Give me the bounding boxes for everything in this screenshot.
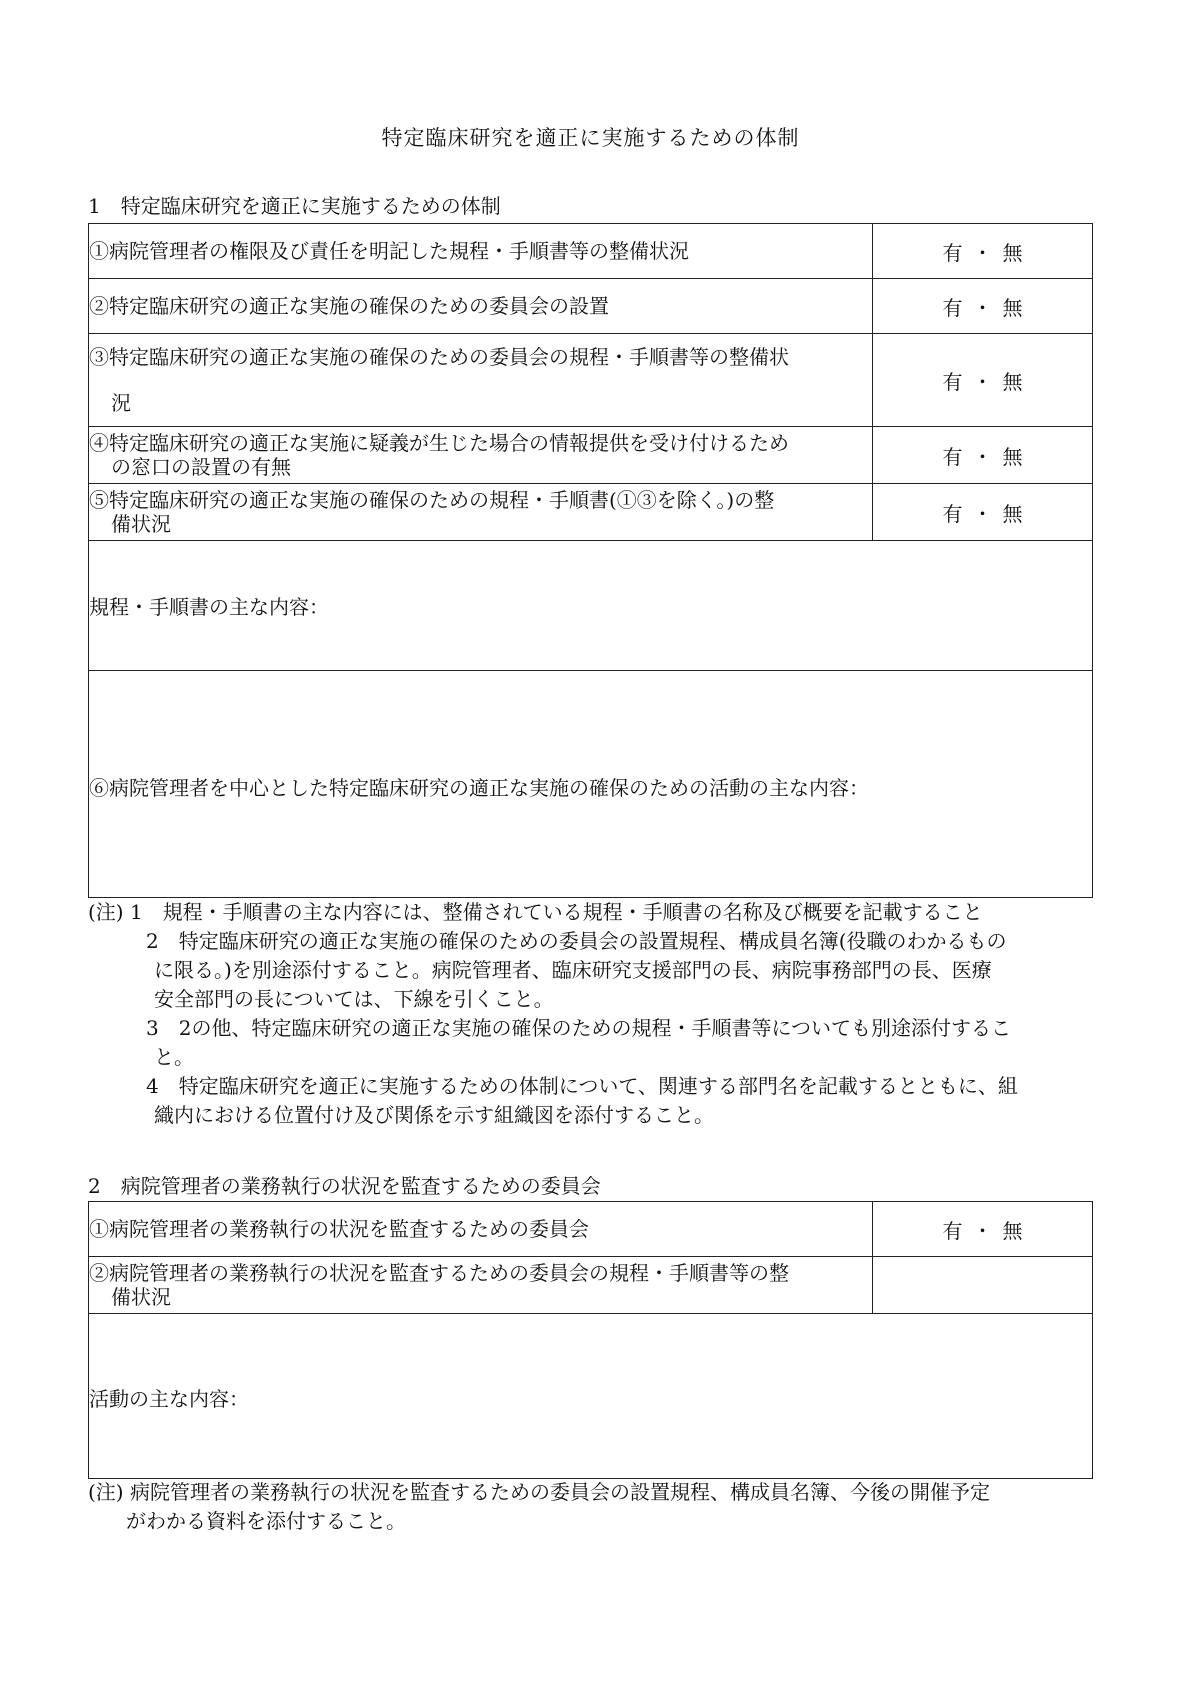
table-row: [89, 541, 1093, 671]
item-label-cont: 備状況: [111, 512, 171, 536]
separator: ・: [972, 1218, 993, 1243]
item-cell: [89, 427, 873, 484]
item-label: ⑤特定臨床研究の適正な実施の確保のための規程・手順書(①③を除く。)の整: [89, 488, 775, 512]
empty-choice-cell[interactable]: [873, 1257, 1093, 1314]
yes-option[interactable]: 有: [942, 1218, 963, 1243]
yes-no-choice[interactable]: [873, 334, 1093, 427]
activity-label: ⑥病院管理者を中心とした特定臨床研究の適正な実施の確保のための活動の主な内容：: [89, 775, 869, 800]
yes-option[interactable]: 有: [942, 444, 963, 469]
item-cell: [89, 1257, 873, 1314]
table-row: [89, 334, 1093, 427]
item-cell: [89, 279, 873, 334]
item-label-cont: の窓口の設置の有無: [111, 455, 291, 479]
section2-table: [88, 1201, 1093, 1479]
yes-no-choice[interactable]: [873, 484, 1093, 541]
contents-label: 規程・手順書の主な内容：: [89, 595, 329, 619]
yes-option[interactable]: 有: [942, 369, 963, 394]
yes-no-choice[interactable]: [873, 224, 1093, 279]
separator: ・: [972, 240, 993, 265]
yes-no-choice[interactable]: [873, 427, 1093, 484]
item-cell: [89, 1202, 873, 1257]
activity-box[interactable]: [89, 671, 1093, 898]
section2-heading: 2 病院管理者の業務執行の状況を監査するための委員会: [88, 1174, 601, 1198]
note-3: 3 2の他、特定臨床研究の適正な実施の確保のための規程・手順書等についても別途添付するこ: [146, 1016, 1012, 1040]
note-1-cont: がわかる資料を添付すること。: [126, 1509, 406, 1533]
note-2: 2 特定臨床研究の適正な実施の確保のための委員会の設置規程、構成員名簿(役職のわかるもの: [146, 929, 1007, 953]
separator: ・: [972, 295, 993, 320]
no-option[interactable]: 無: [1002, 369, 1023, 394]
separator: ・: [972, 369, 993, 394]
item-label-cont: 備状況: [111, 1285, 171, 1309]
item-cell: [89, 334, 873, 427]
yes-no-choice[interactable]: [873, 1202, 1093, 1257]
item-label-cont: 況: [111, 391, 131, 415]
note-4: 4 特定臨床研究を適正に実施するための体制について、関連する部門名を記載するとともに、組: [146, 1074, 1018, 1098]
activity-label: 活動の主な内容：: [89, 1386, 249, 1411]
table-row: [89, 671, 1093, 898]
section1-table: [88, 223, 1093, 898]
table-row: [89, 279, 1093, 334]
item-cell: [89, 484, 873, 541]
section1-heading: 1 特定臨床研究を適正に実施するための体制: [88, 194, 501, 218]
separator: ・: [972, 501, 993, 526]
no-option[interactable]: 無: [1002, 1218, 1023, 1243]
no-option[interactable]: 無: [1002, 295, 1023, 320]
note-1: (注) 1 規程・手順書の主な内容には、整備されている規程・手順書の名称及び概要を記載すること: [88, 900, 983, 924]
yes-option[interactable]: 有: [942, 501, 963, 526]
contents-box[interactable]: [89, 541, 1093, 671]
note-2-cont: に限る。)を別途添付すること。病院管理者、臨床研究支援部門の長、病院事務部門の長、医療: [154, 958, 992, 982]
note-2-cont: 安全部門の長については、下線を引くこと。: [154, 987, 554, 1011]
no-option[interactable]: 無: [1002, 240, 1023, 265]
activity-box[interactable]: [89, 1314, 1093, 1479]
item-label: ④特定臨床研究の適正な実施に疑義が生じた場合の情報提供を受け付けるため: [89, 431, 789, 455]
item-label: ②病院管理者の業務執行の状況を監査するための委員会の規程・手順書等の整: [89, 1261, 789, 1285]
item-cell: [89, 224, 873, 279]
table-row: [89, 427, 1093, 484]
no-option[interactable]: 無: [1002, 444, 1023, 469]
item-label: ①病院管理者の業務執行の状況を監査するための委員会: [89, 1217, 589, 1241]
table-row: [89, 224, 1093, 279]
no-option[interactable]: 無: [1002, 501, 1023, 526]
page-title: 特定臨床研究を適正に実施するための体制: [381, 126, 800, 150]
note-1: (注) 病院管理者の業務執行の状況を監査するための委員会の設置規程、構成員名簿、今後の開催予定: [88, 1480, 990, 1504]
separator: ・: [972, 444, 993, 469]
yes-option[interactable]: 有: [942, 295, 963, 320]
item-label: ②特定臨床研究の適正な実施の確保のための委員会の設置: [89, 294, 609, 318]
table-row: [89, 1202, 1093, 1257]
note-4-cont: 織内における位置付け及び関係を示す組織図を添付すること。: [154, 1103, 714, 1127]
table-row: [89, 1314, 1093, 1479]
yes-no-choice[interactable]: [873, 279, 1093, 334]
item-label: ③特定臨床研究の適正な実施の確保のための委員会の規程・手順書等の整備状: [89, 345, 789, 369]
yes-option[interactable]: 有: [942, 240, 963, 265]
item-label: ①病院管理者の権限及び責任を明記した規程・手順書等の整備状況: [89, 239, 689, 263]
table-row: [89, 484, 1093, 541]
note-3-cont: と。: [154, 1045, 194, 1069]
table-row: [89, 1257, 1093, 1314]
